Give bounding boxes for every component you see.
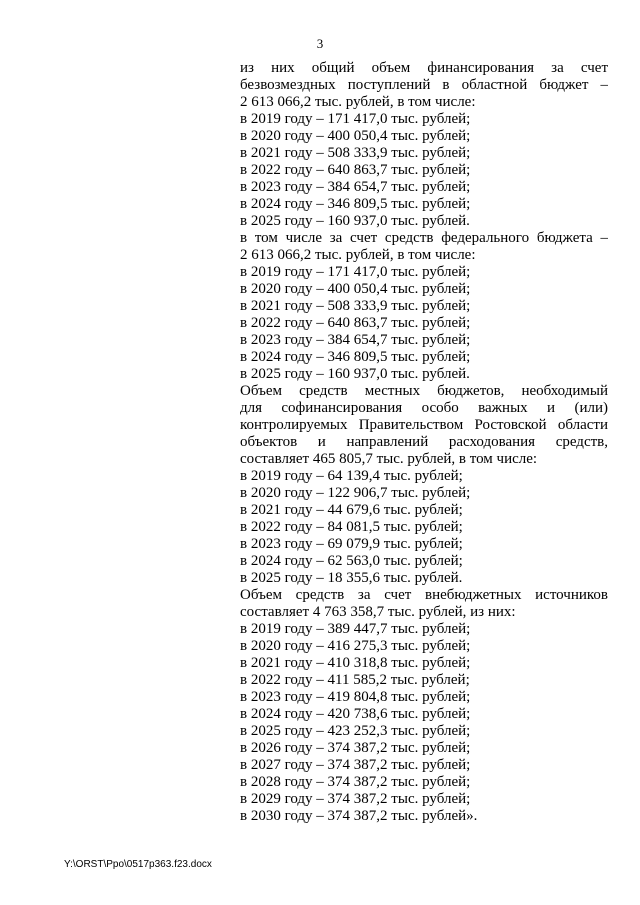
text-line: в 2023 году – 384 654,7 тыс. рублей; bbox=[240, 179, 471, 195]
text-line: в 2022 году – 640 863,7 тыс. рублей; bbox=[240, 162, 471, 178]
text-line: 2 613 066,2 тыс. рублей, в том числе: bbox=[240, 247, 476, 263]
text-line: в 2021 году – 44 679,6 тыс. рублей; bbox=[240, 502, 463, 518]
text-line: в 2020 году – 400 050,4 тыс. рублей; bbox=[240, 128, 471, 144]
text-line: контролируемых Правительством Ростовской области bbox=[240, 417, 608, 433]
file-path-footer: Y:\ORST\Ppo\0517p363.f23.docx bbox=[64, 859, 212, 870]
text-line: в 2025 году – 18 355,6 тыс. рублей. bbox=[240, 570, 463, 586]
text-line: в том числе за счет средств федерального бюджета – bbox=[240, 230, 608, 246]
text-line: в 2024 году – 62 563,0 тыс. рублей; bbox=[240, 553, 463, 569]
text-line: в 2019 году – 389 447,7 тыс. рублей; bbox=[240, 621, 471, 637]
text-line: для софинансирования особо важных и (или) bbox=[240, 400, 608, 416]
text-line: в 2023 году – 384 654,7 тыс. рублей; bbox=[240, 332, 471, 348]
text-line: объектов и направлений расходования средств, bbox=[240, 434, 608, 450]
text-line: в 2022 году – 84 081,5 тыс. рублей; bbox=[240, 519, 463, 535]
document-body bbox=[240, 60, 608, 825]
text-line: в 2025 году – 160 937,0 тыс. рублей. bbox=[240, 213, 470, 229]
text-line: Объем средств за счет внебюджетных источников bbox=[240, 587, 608, 603]
text-line: в 2030 году – 374 387,2 тыс. рублей». bbox=[240, 808, 478, 824]
text-line: в 2024 году – 346 809,5 тыс. рублей; bbox=[240, 196, 471, 212]
text-line: в 2025 году – 160 937,0 тыс. рублей. bbox=[240, 366, 470, 382]
text-line: из них общий объем финансирования за счет bbox=[240, 60, 608, 76]
text-line: в 2024 году – 346 809,5 тыс. рублей; bbox=[240, 349, 471, 365]
page-number: 3 bbox=[316, 36, 324, 51]
text-line: в 2020 году – 122 906,7 тыс. рублей; bbox=[240, 485, 471, 501]
text-line: 2 613 066,2 тыс. рублей, в том числе: bbox=[240, 94, 476, 110]
text-line: составляет 465 805,7 тыс. рублей, в том числе: bbox=[240, 451, 538, 467]
text-line: в 2019 году – 171 417,0 тыс. рублей; bbox=[240, 264, 471, 280]
text-line: в 2027 году – 374 387,2 тыс. рублей; bbox=[240, 757, 471, 773]
text-line: в 2025 году – 423 252,3 тыс. рублей; bbox=[240, 723, 471, 739]
text-line: в 2020 году – 400 050,4 тыс. рублей; bbox=[240, 281, 471, 297]
text-line: безвозмездных поступлений в областной бюджет – bbox=[240, 77, 608, 93]
text-line: в 2019 году – 171 417,0 тыс. рублей; bbox=[240, 111, 471, 127]
text-line: в 2024 году – 420 738,6 тыс. рублей; bbox=[240, 706, 471, 722]
text-line: в 2023 году – 419 804,8 тыс. рублей; bbox=[240, 689, 471, 705]
text-line: Объем средств местных бюджетов, необходимый bbox=[240, 383, 608, 399]
text-line: в 2020 году – 416 275,3 тыс. рублей; bbox=[240, 638, 471, 654]
text-line: в 2021 году – 508 333,9 тыс. рублей; bbox=[240, 298, 471, 314]
text-line: в 2023 году – 69 079,9 тыс. рублей; bbox=[240, 536, 463, 552]
text-line: в 2026 году – 374 387,2 тыс. рублей; bbox=[240, 740, 471, 756]
text-line: в 2022 году – 640 863,7 тыс. рублей; bbox=[240, 315, 471, 331]
text-line: в 2021 году – 410 318,8 тыс. рублей; bbox=[240, 655, 471, 671]
text-line: в 2022 году – 411 585,2 тыс. рублей; bbox=[240, 672, 470, 688]
text-line: в 2019 году – 64 139,4 тыс. рублей; bbox=[240, 468, 463, 484]
text-line: в 2021 году – 508 333,9 тыс. рублей; bbox=[240, 145, 471, 161]
text-line: составляет 4 763 358,7 тыс. рублей, из них: bbox=[240, 604, 516, 620]
text-line: в 2029 году – 374 387,2 тыс. рублей; bbox=[240, 791, 471, 807]
text-line: в 2028 году – 374 387,2 тыс. рублей; bbox=[240, 774, 471, 790]
